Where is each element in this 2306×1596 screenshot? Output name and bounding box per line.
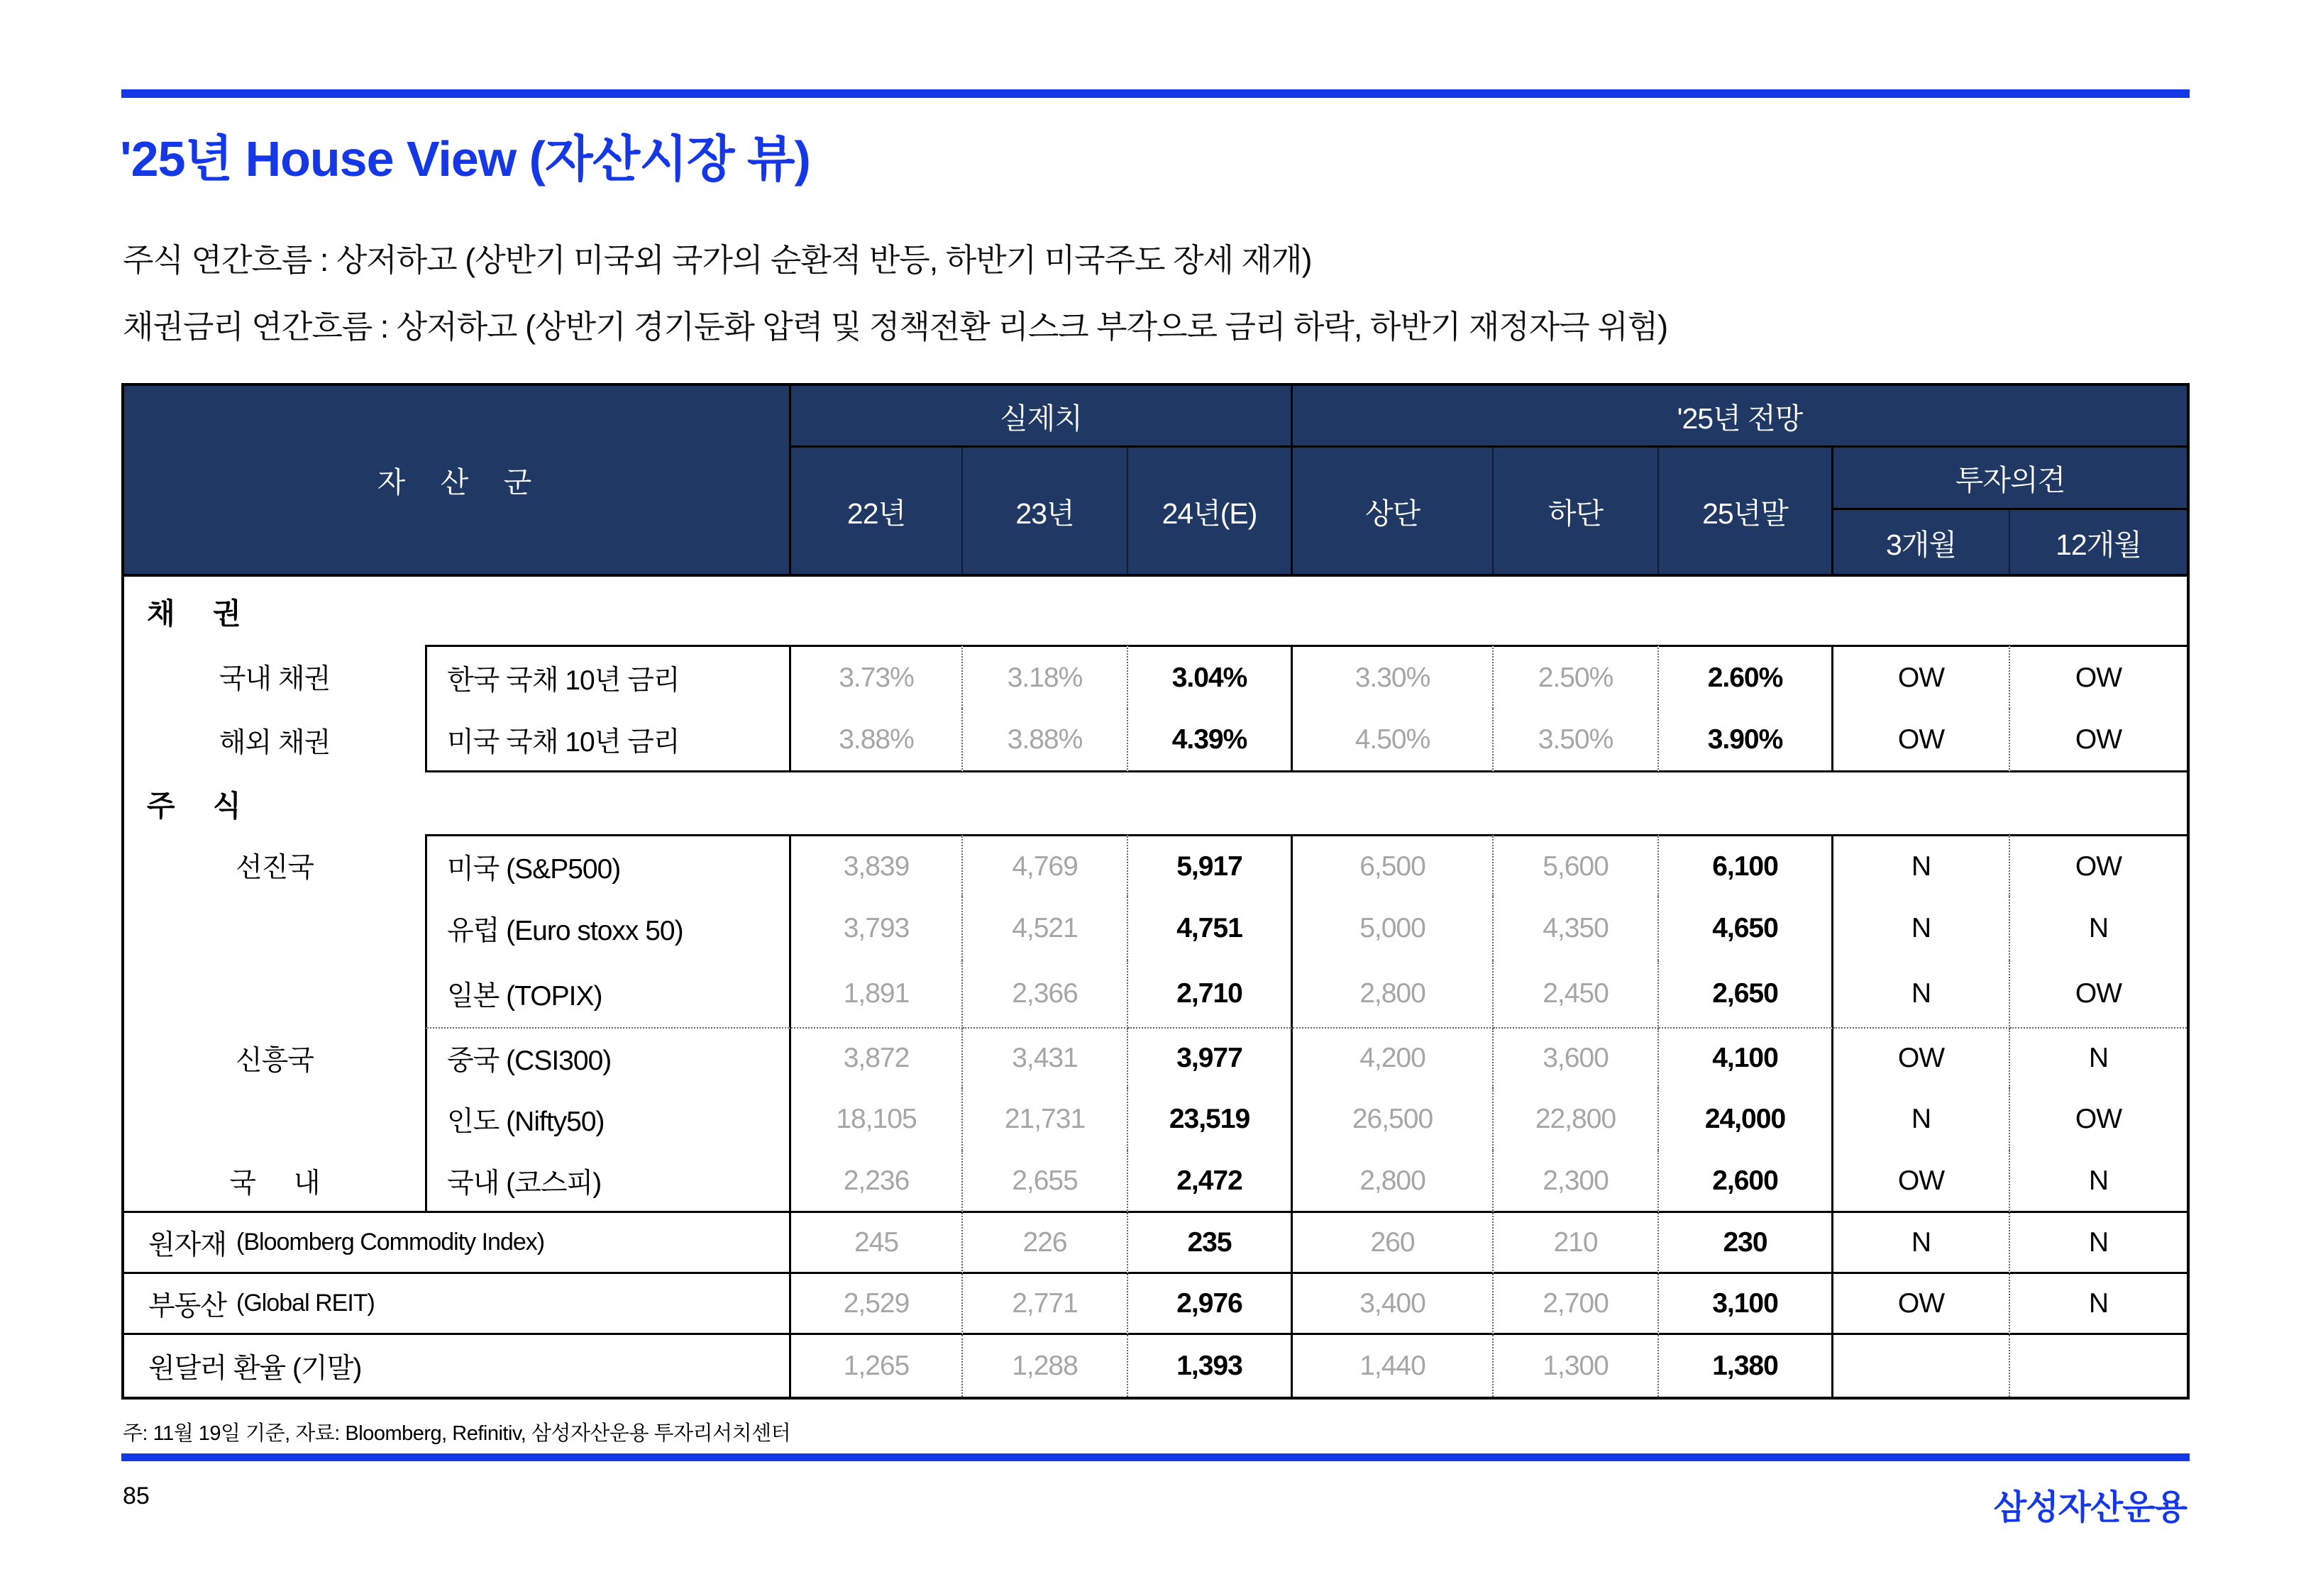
- row-europe-op12m: N: [2088, 913, 2109, 943]
- row-japan-upper: 2,800: [1293, 960, 1494, 1029]
- header-actual-group: 실제치: [791, 386, 1293, 448]
- row-reit-label-sub: (Global REIT): [236, 1290, 375, 1317]
- row-china-category: 신흥국: [235, 1046, 314, 1076]
- row-india-op3m: N: [1833, 1088, 2010, 1151]
- row-kospi-y24: 2,472: [1128, 1151, 1293, 1213]
- row-commodity-y24: 235: [1128, 1213, 1293, 1274]
- row-reit-op3m: OW: [1833, 1274, 2010, 1335]
- row-ktb-y24: 3.04%: [1128, 645, 1293, 709]
- row-ktb-op12m: OW: [2010, 645, 2187, 709]
- source-footnote: 주: 11월 19일 기준, 자료: Bloomberg, Refinitiv, 삼성자산운용 투자리서치센터: [123, 1422, 791, 1445]
- row-ktb-category: 국내 채권: [219, 664, 331, 694]
- row-ktb-y22: 3.73%: [791, 645, 963, 709]
- row-india-y22: 18,105: [791, 1088, 963, 1151]
- header-col-lower: 하단: [1494, 448, 1659, 574]
- row-kospi-op12m: N: [2010, 1151, 2187, 1213]
- row-india-y24: 23,519: [1128, 1088, 1293, 1151]
- row-china-y23: 3,431: [963, 1029, 1128, 1088]
- header-col-upper: 상단: [1293, 448, 1494, 574]
- row-japan-lower: 2,450: [1494, 960, 1659, 1029]
- row-india-instrument: 인도 (Nifty50): [425, 1088, 791, 1151]
- row-india-lower: 22,800: [1494, 1088, 1659, 1151]
- row-china-y24: 3,977: [1128, 1029, 1293, 1088]
- row-us-y24: 5,917: [1128, 834, 1293, 897]
- row-fx-op3m: [1833, 1335, 2010, 1397]
- row-china-op3m: OW: [1833, 1029, 2010, 1088]
- header-col-12m: 12개월: [2010, 510, 2187, 574]
- row-kospi-y23: 2,655: [963, 1151, 1128, 1213]
- row-us-instrument: 미국 (S&P500): [425, 834, 791, 897]
- row-japan-end25: 2,650: [1659, 960, 1833, 1029]
- header-forecast-group: '25년 전망: [1293, 386, 2187, 448]
- row-reit-label-main: 부동산: [148, 1290, 227, 1321]
- page-number: 85: [123, 1483, 150, 1509]
- row-kospi-category: 국 내: [124, 1151, 425, 1213]
- row-reit-lower: 2,700: [1494, 1274, 1659, 1335]
- row-commodity-end25: 230: [1659, 1213, 1833, 1274]
- row-japan-op12m: OW: [2010, 960, 2187, 1029]
- row-commodity-upper: 260: [1293, 1213, 1494, 1274]
- row-commodity-op3m: N: [1833, 1213, 2010, 1274]
- row-ust-y22: 3.88%: [791, 709, 963, 772]
- row-ust-lower: 3.50%: [1494, 709, 1659, 772]
- row-china-op12m: N: [2088, 1043, 2109, 1073]
- row-india-upper: 26,500: [1293, 1088, 1494, 1151]
- row-ktb-upper: 3.30%: [1293, 645, 1494, 709]
- row-china-upper: 4,200: [1293, 1029, 1494, 1088]
- row-us-y22: 3,839: [791, 834, 963, 897]
- row-fx-y24: 1,393: [1128, 1335, 1293, 1397]
- row-fx-label-main: 원달러 환율 (기말): [148, 1353, 362, 1384]
- row-fx-y22: 1,265: [791, 1335, 963, 1397]
- row-ust-y24: 4.39%: [1128, 709, 1293, 772]
- row-us-end25: 6,100: [1659, 834, 1833, 897]
- header-opinion-group: 투자의견: [1833, 448, 2187, 510]
- row-reit-y24: 2,976: [1128, 1274, 1293, 1335]
- header-col-22: 22년: [791, 448, 963, 574]
- row-reit-op12m: N: [2010, 1274, 2187, 1335]
- row-us-op3m: N: [1833, 834, 2010, 897]
- bottom-divider-rule: [121, 1453, 2190, 1461]
- row-ust-y23: 3.88%: [963, 709, 1128, 772]
- house-view-table: [121, 383, 2190, 1400]
- row-japan-op3m: N: [1833, 960, 2010, 1029]
- row-europe-y23: 4,521: [963, 897, 1128, 960]
- subtitle-equity-flow: 주식 연간흐름 : 상저하고 (상반기 미국외 국가의 순환적 반등, 하반기 미국주도 장세 재개): [123, 242, 1312, 278]
- row-europe-end25: 4,650: [1659, 897, 1833, 960]
- row-ktb-y23: 3.18%: [963, 645, 1128, 709]
- row-china-y22: 3,872: [791, 1029, 963, 1088]
- row-europe-upper: 5,000: [1293, 897, 1494, 960]
- row-ktb-op3m: OW: [1833, 645, 2010, 709]
- row-reit-end25: 3,100: [1659, 1274, 1833, 1335]
- row-ust-op3m: OW: [1833, 709, 2010, 772]
- row-ktb-lower: 2.50%: [1494, 645, 1659, 709]
- header-col-24e: 24년(E): [1128, 448, 1293, 574]
- row-reit-y23: 2,771: [963, 1274, 1128, 1335]
- row-kospi-upper: 2,800: [1293, 1151, 1494, 1213]
- row-india-op12m: OW: [2075, 1104, 2122, 1134]
- row-kospi-instrument: 국내 (코스피): [425, 1151, 791, 1213]
- row-commodity-label-main: 원자재: [148, 1229, 227, 1260]
- row-us-lower: 5,600: [1494, 834, 1659, 897]
- row-commodity-op12m: N: [2010, 1213, 2187, 1274]
- row-reit-upper: 3,400: [1293, 1274, 1494, 1335]
- section-label-equity: 주 식: [147, 789, 241, 822]
- row-commodity-lower: 210: [1494, 1213, 1659, 1274]
- subtitle-bond-flow: 채권금리 연간흐름 : 상저하고 (상반기 경기둔화 압력 및 정책전환 리스크 부각으로 금리 하락, 하반기 재정자극 위험): [123, 309, 1668, 345]
- top-divider-rule: [121, 89, 2190, 98]
- row-india-end25: 24,000: [1659, 1088, 1833, 1151]
- row-europe-instrument: 유럽 (Euro stoxx 50): [425, 897, 791, 960]
- row-fx-y23: 1,288: [963, 1335, 1128, 1397]
- row-ust-category: 해외 채권: [219, 728, 331, 758]
- row-ktb-end25: 2.60%: [1659, 645, 1833, 709]
- row-us-op12m: OW: [2010, 834, 2187, 897]
- row-kospi-end25: 2,600: [1659, 1151, 1833, 1213]
- row-fx-op12m: [2010, 1335, 2187, 1397]
- row-kospi-y22: 2,236: [791, 1151, 963, 1213]
- row-ust-instrument: 미국 국채 10년 금리: [425, 709, 791, 772]
- samsung-asset-management-logo: 삼성자산운용: [1993, 1489, 2187, 1526]
- row-us-category: 선진국: [235, 853, 314, 883]
- row-fx-lower: 1,300: [1494, 1335, 1659, 1397]
- page-title: '25년 House View (자산시장 뷰): [120, 131, 810, 187]
- row-japan-instrument: 일본 (TOPIX): [425, 960, 791, 1029]
- row-commodity-label-sub: (Bloomberg Commodity Index): [236, 1229, 545, 1256]
- row-japan-y23: 2,366: [963, 960, 1128, 1029]
- row-india-y23: 21,731: [963, 1088, 1128, 1151]
- row-us-upper: 6,500: [1293, 834, 1494, 897]
- row-japan-y22: 1,891: [791, 960, 963, 1029]
- row-kospi-op3m: OW: [1833, 1151, 2010, 1213]
- row-commodity-label: [124, 1213, 791, 1274]
- row-ust-end25: 3.90%: [1659, 709, 1833, 772]
- row-europe-y22: 3,793: [791, 897, 963, 960]
- row-ust-op12m: OW: [2010, 709, 2187, 772]
- row-ktb-instrument: 한국 국채 10년 금리: [425, 645, 791, 709]
- header-col-23: 23년: [963, 448, 1128, 574]
- row-reit-y22: 2,529: [791, 1274, 963, 1335]
- row-commodity-y23: 226: [963, 1213, 1128, 1274]
- row-europe-y24: 4,751: [1128, 897, 1293, 960]
- row-china-lower: 3,600: [1494, 1029, 1659, 1088]
- header-asset-group: 자 산 군: [124, 386, 791, 574]
- row-fx-end25: 1,380: [1659, 1335, 1833, 1397]
- row-fx-upper: 1,440: [1293, 1335, 1494, 1397]
- row-china-end25: 4,100: [1659, 1029, 1833, 1088]
- row-ust-upper: 4.50%: [1293, 709, 1494, 772]
- row-japan-y24: 2,710: [1128, 960, 1293, 1029]
- row-commodity-y22: 245: [791, 1213, 963, 1274]
- section-label-bond: 채 권: [124, 574, 2187, 645]
- row-reit-label: [124, 1274, 791, 1335]
- row-china-instrument: 중국 (CSI300): [425, 1029, 791, 1088]
- header-col-3m: 3개월: [1833, 510, 2010, 574]
- header-col-end25: 25년말: [1659, 448, 1833, 574]
- row-europe-op3m: N: [1833, 897, 2010, 960]
- row-us-y23: 4,769: [963, 834, 1128, 897]
- row-kospi-lower: 2,300: [1494, 1151, 1659, 1213]
- row-europe-lower: 4,350: [1494, 897, 1659, 960]
- row-fx-label: [124, 1335, 791, 1397]
